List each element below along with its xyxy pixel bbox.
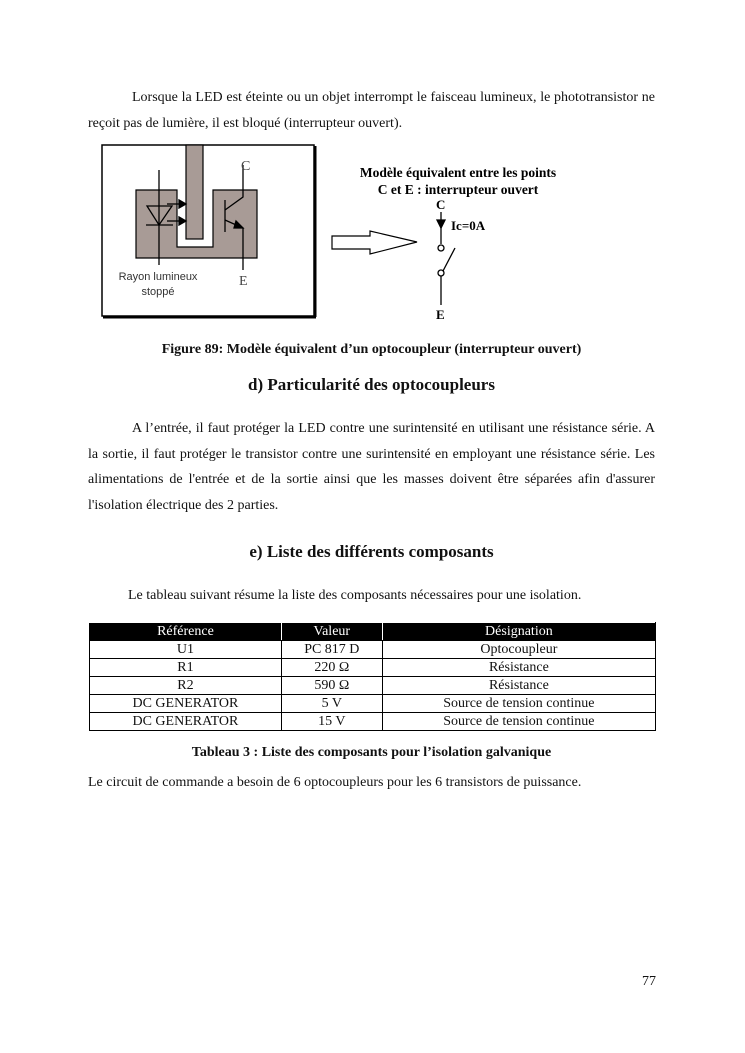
cell: R2 [90, 677, 282, 695]
table-row [90, 695, 656, 713]
label-e: E [239, 274, 248, 289]
paragraph-table-intro: Le tableau suivant résume la liste des composants nécessaires pour une isolation. [128, 588, 582, 603]
model-c: C [436, 197, 446, 212]
figure-caption: Figure 89: Modèle équivalent d’un optocoupleur (interrupteur ouvert) [161, 342, 582, 357]
table-row [90, 677, 656, 695]
cell: Source de tension continue [382, 695, 655, 713]
cell: Résistance [382, 659, 655, 677]
paragraph-particularite: A l’entrée, il faut protéger la LED contre une surintensité en utilisant une résistance série. A la sortie, il faut protéger le transistor contre une surintensité en employant une résistance série. Les alimentations de l'entrée et de la sortie ainsi que les masses doivent être séparées afin d'assurer l'isolation électrique des 2 parties. [88, 421, 655, 513]
cell: Résistance [382, 677, 655, 695]
current-label: Ic=0A [451, 218, 486, 233]
cell: 5 V [281, 695, 382, 713]
cell: DC GENERATOR [90, 695, 282, 713]
cell: Optocoupleur [382, 641, 655, 659]
page-number: 77 [642, 974, 656, 989]
cell: R1 [90, 659, 282, 677]
table-caption: Tableau 3 : Liste des composants pour l’isolation galvanique [191, 745, 552, 760]
paragraph-conclusion: Le circuit de commande a besoin de 6 optocoupleurs pour les 6 transistors de puissance. [88, 775, 582, 790]
right-arrow-icon [332, 231, 417, 254]
header-valeur: Valeur [281, 623, 382, 641]
table-row [90, 659, 656, 677]
components-table [89, 622, 656, 731]
table-row [90, 641, 656, 659]
cell: 220 Ω [281, 659, 382, 677]
paragraph-phototransistor: Lorsque la LED est éteinte ou un objet interrompt le faisceau lumineux, le phototransistor ne reçoit pas de lumière, il est bloqué (interrupteur ouvert). [88, 90, 655, 131]
header-reference: Référence [90, 623, 282, 641]
label-c: C [241, 159, 251, 174]
table-row [90, 713, 656, 731]
cell: DC GENERATOR [90, 713, 282, 731]
table-header-row [90, 623, 656, 641]
model-title: Modèle équivalent entre les points [359, 165, 557, 180]
rayon-label-2: stoppé [141, 286, 175, 298]
cell: 590 Ω [281, 677, 382, 695]
optocoupler-figure [95, 140, 585, 330]
cell: Source de tension continue [382, 713, 655, 731]
section-heading-e: e) Liste des différents composants [249, 542, 494, 561]
cell: U1 [90, 641, 282, 659]
cell: PC 817 D [281, 641, 382, 659]
model-e: E [436, 307, 445, 322]
model-subtitle: C et E : interrupteur ouvert [377, 182, 539, 197]
rayon-label: Rayon lumineux [118, 271, 198, 283]
header-designation: Désignation [382, 623, 655, 641]
blocking-object [186, 145, 203, 239]
cell: 15 V [281, 713, 382, 731]
section-heading-d: d) Particularité des optocoupleurs [248, 375, 495, 394]
